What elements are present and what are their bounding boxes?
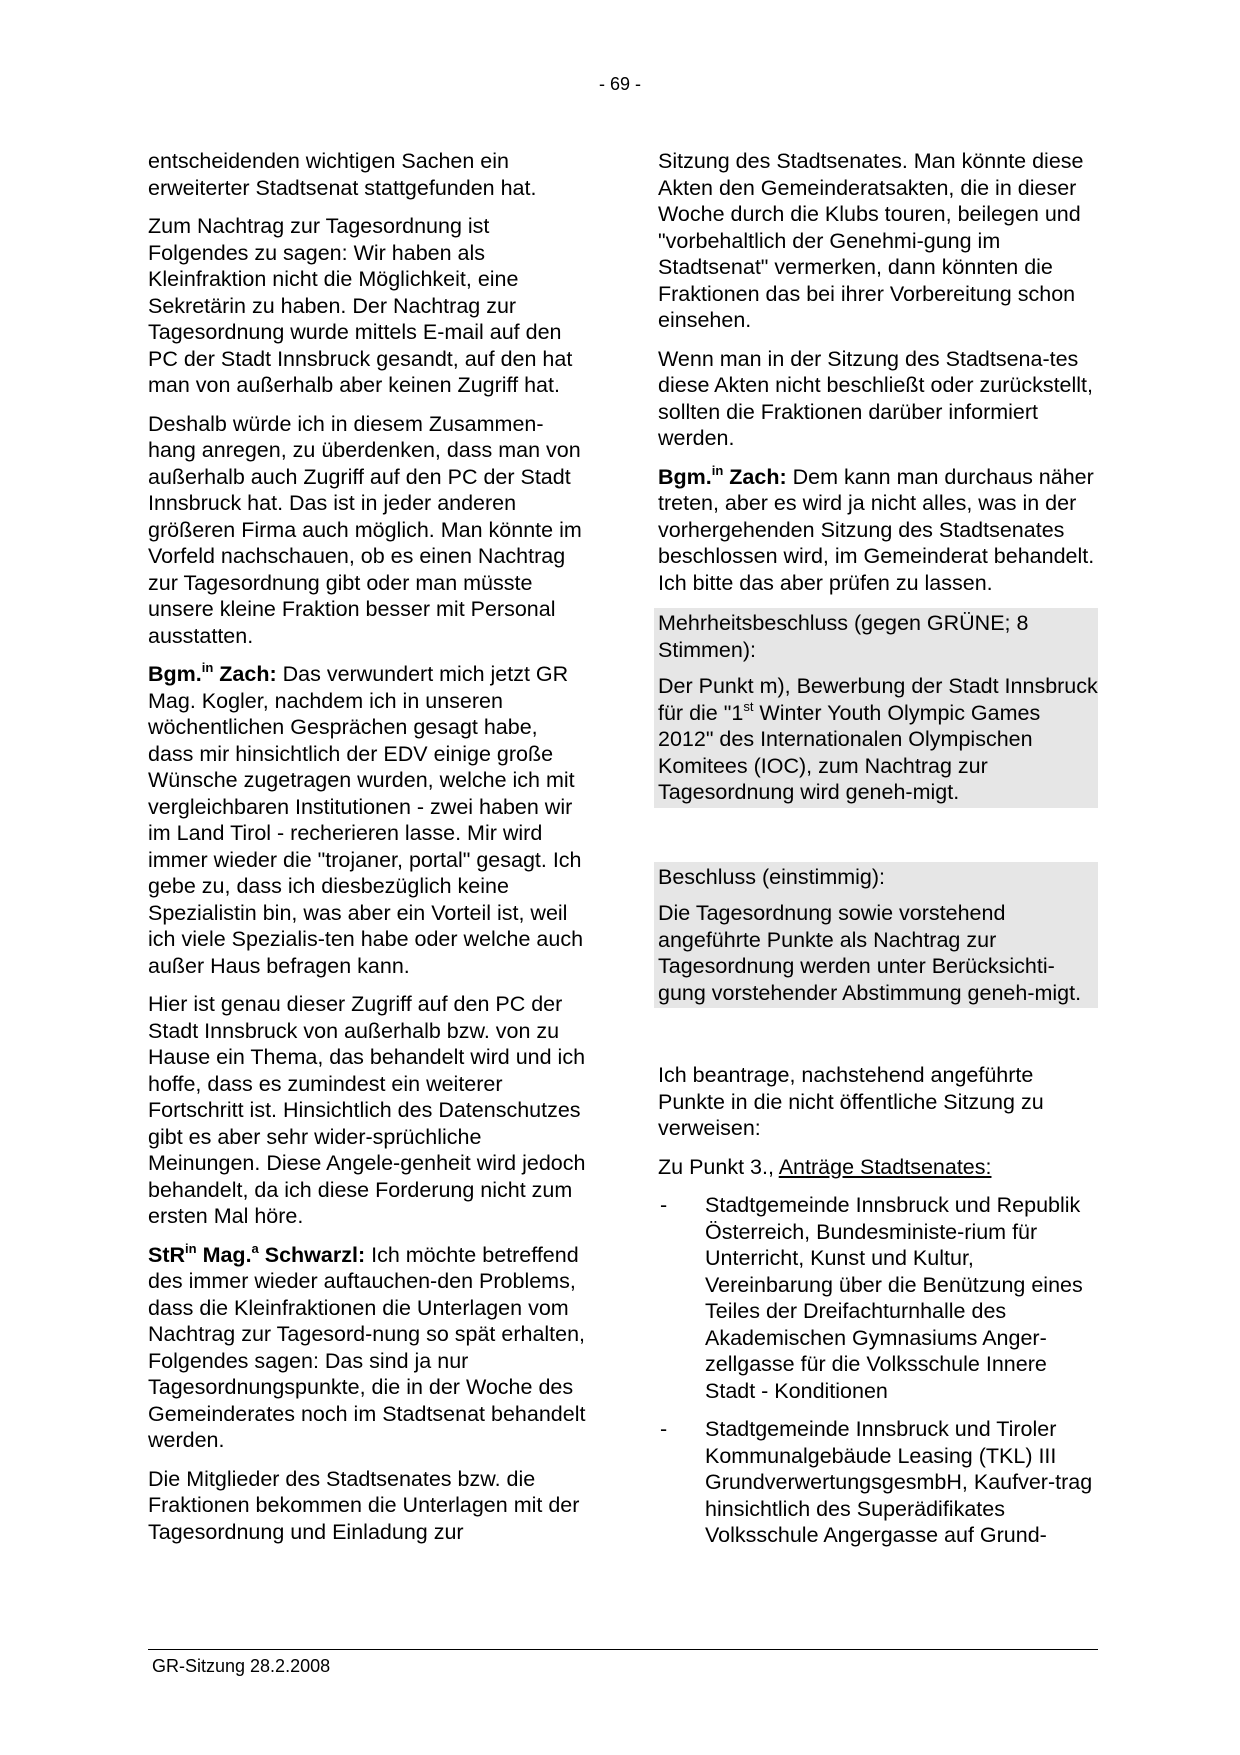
left-paragraph-1: entscheidenden wichtigen Sachen ein erweiterter Stadtsenat stattgefunden hat.: [148, 149, 537, 200]
speaker-name: Bgm.$^{in}$ Zach:: [148, 660, 277, 686]
right-paragraph-5: Zu Punkt 3., Anträge Stadtsenates:: [658, 1154, 992, 1179]
left-paragraph-4: Bgm.$^{in}$ Zach: Das verwundert mich jetzt GR Mag. Kogler, nachdem ich in unseren wöchentlichen Gesprächen gesagt habe, dass mir hinsichtlich der EDV einige große Wünsche zugetragen wurden, welche ich mit vergleichbaren Institutionen - zwei haben wir im Land Tirol - recherieren lasse. Mir wird immer wieder die "trojaner, portal" gesagt. Ich gebe zu, dass ich diesbezüglich keine Spezialistin bin, was aber ein Vorteil ist, weil ich viele Spezialis-ten habe oder welche auch außer Haus befragen kann.: [148, 660, 584, 978]
underlined-heading: Anträge Stadtsenates:: [778, 1154, 992, 1179]
left-paragraph-6: StR$^{in}$ Mag.$^a$ Schwarzl: Ich möchte betreffend des immer wieder auftauchen-den Problems, dass die Kleinfraktionen die Unterlagen vom Nachtrag zur Tagesord-nung so spät erhalten, Folgendes sagen: Das sind ja nur Tagesordnungspunkte, die in der Woche des Gemeinderates noch im Stadtsenat behandelt werden.: [148, 1240, 586, 1452]
resolution-box-unanimous: [654, 862, 1098, 1009]
resolution-text: Der Punkt m), Bewerbung der Stadt Innsbruck für die "1st Winter Youth Olympic Games 2012" des Internationalen Olympischen Komitees (IOC), zum Nachtrag zur Tagesordnung wird geneh-migt.: [658, 674, 1098, 804]
right-paragraph-2: Wenn man in der Sitzung des Stadtsena-tes diese Akten nicht beschließt oder zurückstellt, sollten die Fraktionen darüber informiert werden.: [658, 346, 1093, 450]
speaker-name: StR$^{in}$ Mag.$^a$ Schwarzl:: [148, 1240, 366, 1267]
left-paragraph-7: Die Mitglieder des Stadtsenates bzw. die Fraktionen bekommen die Unterlagen mit der Tagesordnung und Einladung zur: [148, 1466, 580, 1544]
left-paragraph-5: Hier ist genau dieser Zugriff auf den PC der Stadt Innsbruck von außerhalb bzw. von zu Hause ein Thema, das behandelt wird und ich hoffe, dass es zumindest ein weiterer Fortschritt ist. Hinsichtlich des Datenschutzes gibt es aber sehr wider-sprüchliche Meinungen. Diese Angele-genheit wird jedoch behandelt, da ich diese Forderung nicht zum ersten Mal höre.: [148, 992, 586, 1228]
list-item: [658, 1416, 1098, 1549]
resolution-text: Die Tagesordnung sowie vorstehend angeführte Punkte als Nachtrag zur Tagesordnung werden unter Berücksichti-gung vorstehender Abstimmung geneh-migt.: [658, 901, 1082, 1005]
list-item-text: Stadtgemeinde Innsbruck und Tiroler Kommunalgebäude Leasing (TKL) III GrundverwertungsgesmbH, Kaufver-trag hinsichtlich des Superädifikates Volksschule Angergasse auf Grund-: [705, 1417, 1093, 1547]
right-paragraph-4: Ich beantrage, nachstehend angeführte Punkte in die nicht öffentliche Sitzung zu verweisen:: [658, 1063, 1044, 1140]
list-item-text: Stadtgemeinde Innsbruck und Republik Österreich, Bundesministe-rium für Unterricht, Kunst und Kultur, Vereinbarung über die Benützung eines Teiles der Dreifachturnhalle des Akademischen Gymnasiums Anger-zellgasse für die Volksschule Innere Stadt - Konditionen: [705, 1193, 1083, 1403]
right-paragraph-3: Bgm.$^{in}$ Zach: Dem kann man durchaus näher treten, aber es wird ja nicht alles, was in der vorhergehenden Sitzung des Stadtsenates beschlossen wird, im Gemeinderat behandelt. Ich bitte das aber prüfen zu lassen.: [658, 462, 1095, 595]
spacer: [658, 1008, 1098, 1062]
footer-text: GR-Sitzung 28.2.2008: [152, 1656, 331, 1676]
left-paragraph-2: Zum Nachtrag zur Tagesordnung ist Folgendes zu sagen: Wir haben als Kleinfraktion nicht die Möglichkeit, eine Sekretärin zu haben. Der Nachtrag zur Tagesordnung wurde mittels E-mail auf den PC der Stadt Innsbruck gesandt, auf den hat man von außerhalb aber keinen Zugriff hat.: [148, 214, 573, 397]
left-column: [148, 148, 588, 1545]
resolution-heading: Mehrheitsbeschluss (gegen GRÜNE; 8 Stimmen):: [658, 611, 1029, 662]
bullet-dash: -: [660, 1417, 668, 1441]
left-paragraph-3: Deshalb würde ich in diesem Zusammen-hang anregen, zu überdenken, dass man von außerhalb auch Zugriff auf den PC der Stadt Innsbruck hat. Das ist in jeder anderen größeren Firma auch möglich. Man könnte im Vorfeld nachschauen, ob es einen Nachtrag zur Tagesordnung gibt oder man müsste unsere kleine Fraktion besser mit Personal ausstatten.: [148, 411, 582, 648]
resolution-box-majority: [654, 608, 1098, 808]
list-item: [658, 1192, 1098, 1404]
spacer: [658, 808, 1098, 862]
right-paragraph-1: Sitzung des Stadtsenates. Man könnte diese Akten den Gemeinderatsakten, die in dieser Woche durch die Klubs touren, beilegen und "vorbehaltlich der Genehmi-gung im Stadtsenat" vermerken, dann könnten die Fraktionen das bei ihrer Vorbereitung schon einsehen.: [658, 149, 1084, 332]
speaker-name: Bgm.$^{in}$ Zach:: [658, 462, 787, 489]
footer-divider: [148, 1649, 1098, 1650]
page-number: - 69 -: [598, 74, 641, 94]
resolution-heading: Beschluss (einstimmig):: [658, 864, 885, 889]
bullet-dash: -: [660, 1193, 668, 1217]
right-column: [658, 148, 1098, 1561]
